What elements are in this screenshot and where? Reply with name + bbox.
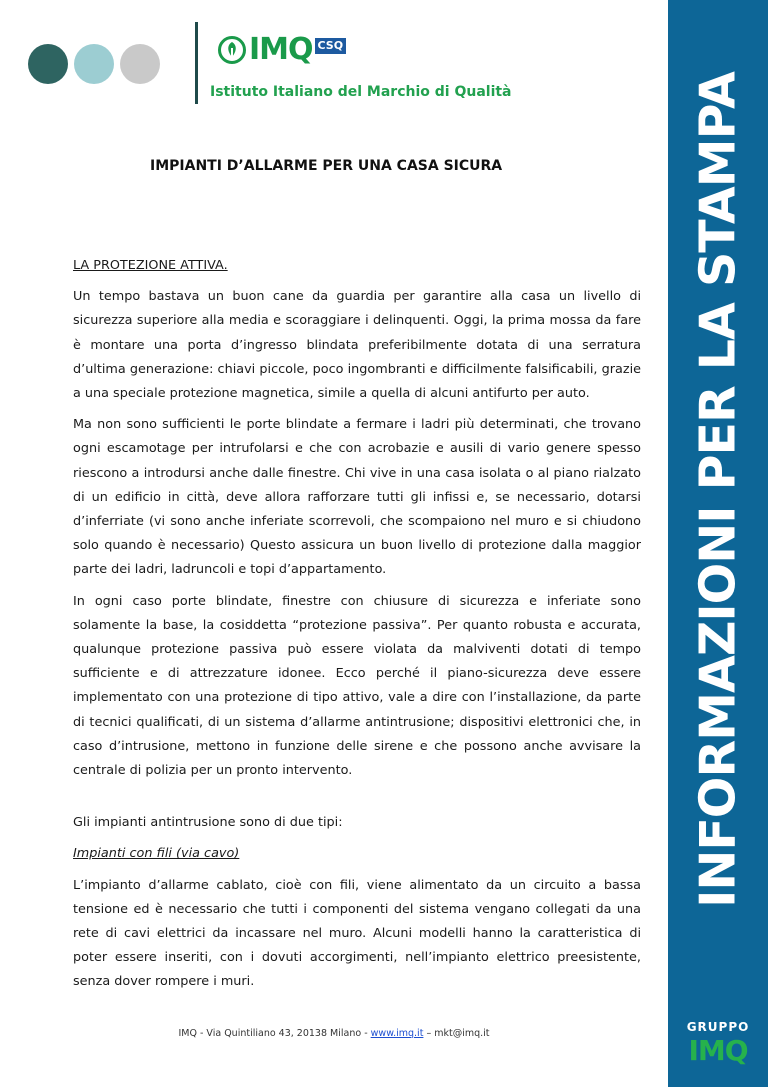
imq-leaf-icon	[218, 36, 246, 64]
spacer	[73, 790, 641, 811]
paragraph-2: Ma non sono sufficienti le porte blindate a fermare i ladri più determinati, che trovano ogni escamotage per intrufolarsi e che con acrobazie e ausili di vario genere spesso riescono a introdursi anche dalle finestre. Chi vive in una casa isolata o al piano rialzato di un edificio in città, deve allora rafforzare tutti gli infissi e, se necessario, dotarsi d’inferriate (vi sono anche inferiate scorrevoli, che scompaiono nel muro e si chiudono solo quando è necessario) Questo assicura un buon livello di protezione dalla maggior parte dei ladri, ladruncoli e topi d’appartamento.	[73, 417, 641, 578]
gruppo-imq-logo: IMQ	[688, 1034, 748, 1067]
header-divider	[195, 22, 198, 104]
footer-website-link[interactable]: www.imq.it	[370, 1028, 424, 1039]
imq-logo	[218, 32, 346, 67]
section-heading: LA PROTEZIONE ATTIVA.	[73, 258, 228, 273]
types-intro: Gli impianti antintrusione sono di due tipi:	[73, 815, 343, 831]
paragraph-1: Un tempo bastava un buon cane da guardia per garantire alla casa un livello di sicurezza superiore alla media e scoraggiare i delinquenti. Oggi, la prima mossa da fare è montare una porta d’ingresso blindata preferibilmente dotata di una serratura d’ultima generazione: chiavi piccole, poco ingombranti e difficilmente falsificabili, grazie a una speciale protezione magnetica, simile a quella di alcuni antifurto per auto.	[73, 289, 641, 402]
logo-csq-badge: CSQ	[315, 38, 347, 54]
subheading-wired: Impianti con fili (via cavo)	[73, 846, 240, 862]
circle-grey	[120, 44, 160, 84]
decorative-circles	[28, 44, 160, 84]
footer-separator: –	[423, 1028, 435, 1039]
press-info-vertical-title: INFORMAZIONI PER LA STAMPA	[689, 72, 747, 908]
logo-wordmark: IMQ	[249, 32, 313, 67]
document-body	[73, 254, 641, 1002]
paragraph-wired: L’impianto d’allarme cablato, cioè con fili, viene alimentato da un circuito a bassa tensione ed è necessario che tutti i componenti del sistema vengano collegati da una rete di cavi elettrici da incassare nel muro. Alcuni modelli hanno la caratteristica di poter essere inseriti, con i dovuti accorgimenti, nell’impianto elettrico preesistente, senza dover rompere i muri.	[73, 877, 641, 990]
footer-email: mkt@imq.it	[434, 1028, 490, 1039]
circle-dark-teal	[28, 44, 68, 84]
paragraph-3: In ogni caso porte blindate, finestre con chiusure di sicurezza e inferiate sono solamente la base, la cosiddetta “protezione passiva”. Per quanto robusta e accurata, qualunque protezione passiva può essere violata da malviventi dotati di tempo sufficiente e di attrezzature idonee. Ecco perché il piano-sicurezza deve essere implementato con una protezione di tipo attivo, vale a dire con l’installazione, da parte di tecnici qualificati, di un sistema d’allarme antintrusione; dispositivi elettronici che, in caso d’intrusione, mettono in funzione delle sirene e che possono anche avvisare la centrale di polizia per un pronto intervento.	[73, 593, 641, 779]
circle-light-teal	[74, 44, 114, 84]
footer	[0, 1028, 668, 1039]
document-title: IMPIANTI D’ALLARME PER UNA CASA SICURA	[150, 158, 503, 174]
footer-address: IMQ - Via Quintiliano 43, 20138 Milano -	[178, 1028, 371, 1039]
institute-name: Istituto Italiano del Marchio di Qualità	[210, 84, 512, 100]
gruppo-label: GRUPPO	[686, 1020, 750, 1034]
